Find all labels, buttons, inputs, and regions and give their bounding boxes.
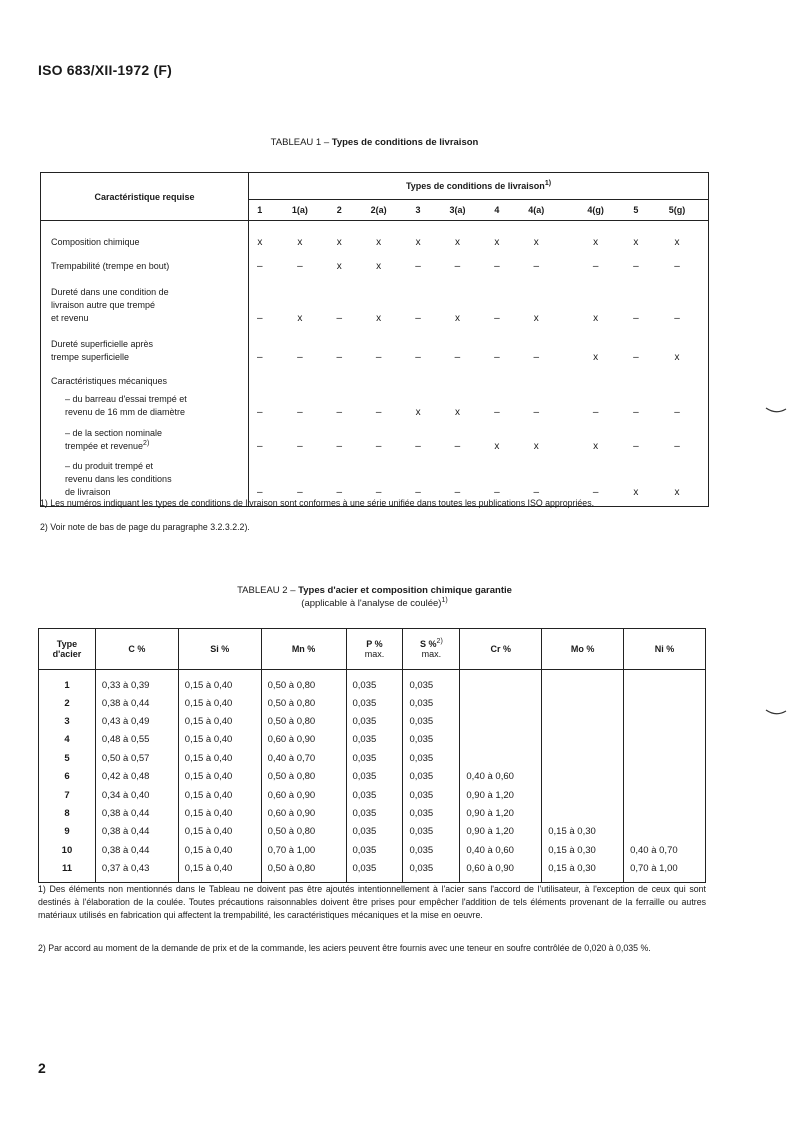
table2-header-s-sub: max. bbox=[421, 649, 442, 659]
table-row bbox=[41, 388, 709, 419]
table2-cell-mn: 0,50 à 0,80 bbox=[261, 712, 346, 730]
table2-header-p-label: P % bbox=[366, 639, 383, 649]
table2-header-cr bbox=[460, 629, 542, 670]
table2-cell-type: 4 bbox=[39, 731, 96, 749]
table1-cell: – bbox=[415, 260, 421, 272]
table1-cell: – bbox=[494, 260, 500, 272]
table2-caption-sub: (applicable à l'analyse de coulée) bbox=[301, 598, 442, 609]
table1-cell: – bbox=[375, 440, 382, 452]
table-row bbox=[41, 221, 709, 249]
table1-cell: – bbox=[415, 312, 421, 324]
table2-cell-c: 0,38 à 0,44 bbox=[95, 823, 178, 841]
table1-cell: x bbox=[454, 406, 460, 418]
table2-note-2: 2) Par accord au moment de la demande de prix et de la commande, les aciers peuvent être fournis avec une teneur en soufre contrôlée de 0,020 à 0,035 %. bbox=[38, 943, 651, 953]
page-number: 2 bbox=[38, 1060, 46, 1076]
table1-cell: – bbox=[336, 440, 343, 452]
table1-cell: x bbox=[593, 440, 599, 452]
table1-cell: – bbox=[415, 487, 421, 498]
table1-cell: – bbox=[375, 406, 382, 418]
table1-cell: – bbox=[533, 351, 540, 363]
table2-cell-mn: 0,50 à 0,80 bbox=[261, 768, 346, 786]
table2-cell-s: 0,035 bbox=[403, 731, 460, 749]
table-row bbox=[39, 694, 706, 712]
table2-header-s-footnote: 2) bbox=[436, 638, 443, 645]
table2-cell-p: 0,035 bbox=[346, 670, 403, 695]
table1-cell: x bbox=[593, 312, 599, 324]
table1-cell: – bbox=[633, 440, 639, 452]
table2-cell-si: 0,15 à 0,40 bbox=[178, 749, 261, 767]
table2-cell-mn: 0,50 à 0,80 bbox=[261, 670, 346, 695]
table2-cell-p: 0,035 bbox=[346, 823, 403, 841]
table1-cell: x bbox=[593, 351, 599, 363]
table2-header-p-sub: max. bbox=[364, 649, 385, 659]
table2-cell-mn: 0,40 à 0,70 bbox=[261, 749, 346, 767]
table2-cell-c: 0,42 à 0,48 bbox=[95, 768, 178, 786]
table2-header-mn-label: Mn % bbox=[291, 644, 316, 654]
table2-cell-p: 0,035 bbox=[346, 712, 403, 730]
table2-cell-c: 0,34 à 0,40 bbox=[95, 786, 178, 804]
table1-row-label: Caractéristiques mécaniques bbox=[41, 364, 249, 388]
table1-cell: – bbox=[633, 312, 639, 324]
table1-col-header: 1(a) bbox=[271, 200, 329, 221]
table1-cell: – bbox=[674, 440, 680, 452]
table1-cell: – bbox=[297, 351, 303, 363]
table2-cell-si: 0,15 à 0,40 bbox=[178, 731, 261, 749]
table2-cell-s: 0,035 bbox=[403, 694, 460, 712]
table1-caption-prefix: TABLEAU 1 – bbox=[270, 137, 332, 148]
table1-cell: x bbox=[257, 236, 263, 248]
table2-cell-mo bbox=[542, 786, 624, 804]
table2-cell-mo bbox=[542, 749, 624, 767]
binding-mark-icon bbox=[765, 406, 787, 416]
table1-col-header: 4(g) bbox=[566, 200, 626, 221]
table2-cell-ni bbox=[624, 823, 706, 841]
table2-cell-ni bbox=[624, 731, 706, 749]
table1-cell: – bbox=[674, 312, 680, 324]
table2-cell-type: 7 bbox=[39, 786, 96, 804]
table1-label-line: et revenu bbox=[51, 312, 89, 323]
table1-label-line: de livraison bbox=[65, 487, 111, 497]
table2-cell-p: 0,035 bbox=[346, 694, 403, 712]
table2-caption-prefix: TABLEAU 2 – bbox=[237, 585, 299, 596]
table2-header-c bbox=[95, 629, 178, 670]
table1-cell: x bbox=[674, 236, 680, 248]
table1-cell: x bbox=[376, 236, 382, 248]
table2-cell-ni bbox=[624, 786, 706, 804]
table1-cell: – bbox=[297, 260, 303, 272]
table-row bbox=[39, 749, 706, 767]
table2-cell-si: 0,15 à 0,40 bbox=[178, 786, 261, 804]
table1-cell: – bbox=[533, 406, 540, 418]
table1 bbox=[40, 172, 709, 507]
table2-header-c-label: C % bbox=[128, 644, 146, 654]
table2-caption bbox=[40, 584, 709, 610]
table2-cell-c: 0,38 à 0,44 bbox=[95, 804, 178, 822]
table2-header-type-line1: Type bbox=[56, 639, 78, 649]
table2-cell-si: 0,15 à 0,40 bbox=[178, 823, 261, 841]
table1-cell: – bbox=[592, 487, 599, 498]
table2-cell-mo bbox=[542, 712, 624, 730]
table-row bbox=[39, 786, 706, 804]
table1-cell: – bbox=[257, 260, 263, 272]
table1-cell: – bbox=[257, 487, 263, 498]
table2-cell-c: 0,38 à 0,44 bbox=[95, 694, 178, 712]
table-row bbox=[39, 670, 706, 695]
table1-label-line: livraison autre que trempé bbox=[51, 299, 156, 310]
table2-cell-c: 0,48 à 0,55 bbox=[95, 731, 178, 749]
table-row bbox=[41, 364, 709, 388]
table1-label-line: Dureté superficielle après bbox=[51, 338, 154, 349]
table1-cell: – bbox=[633, 406, 639, 418]
table-row bbox=[41, 273, 709, 325]
table2-cell-cr: 0,90 à 1,20 bbox=[460, 786, 542, 804]
table1-col-header: 5(g) bbox=[646, 200, 708, 221]
table1-footnote-mark: 2) bbox=[143, 439, 150, 447]
table2-cell-cr: 0,90 à 1,20 bbox=[460, 804, 542, 822]
table1-cell: – bbox=[375, 351, 382, 363]
table1-cell: – bbox=[494, 406, 500, 418]
table2-header-mn bbox=[261, 629, 346, 670]
table1-caption-title: Types de conditions de livraison bbox=[331, 137, 479, 148]
table1-col-header: 2 bbox=[329, 200, 349, 221]
table1-cell: – bbox=[297, 406, 303, 418]
table2-header-ni-label: Ni % bbox=[654, 644, 675, 654]
table2-cell-cr bbox=[460, 670, 542, 695]
table1-cell: x bbox=[415, 406, 421, 418]
table2-cell-mo bbox=[542, 804, 624, 822]
table1-cell: x bbox=[674, 487, 680, 498]
table-row bbox=[39, 731, 706, 749]
table2-header-mo bbox=[542, 629, 624, 670]
table2-cell-cr bbox=[460, 694, 542, 712]
table1-cell: x bbox=[376, 312, 382, 324]
table2-cell-p: 0,035 bbox=[346, 786, 403, 804]
table1-label-line: trempe superficielle bbox=[51, 351, 130, 362]
table-row bbox=[41, 419, 709, 453]
table2-cell-s: 0,035 bbox=[403, 768, 460, 786]
table1-cell: x bbox=[494, 236, 500, 248]
table1-col-header: 4(a) bbox=[507, 200, 565, 221]
table2-cell-mo: 0,15 à 0,30 bbox=[542, 841, 624, 859]
table2-caption-footnote: 1) bbox=[441, 596, 448, 604]
table1-cell: – bbox=[533, 487, 540, 498]
table-row bbox=[39, 823, 706, 841]
table2-cell-type: 5 bbox=[39, 749, 96, 767]
table1-cell: – bbox=[257, 312, 263, 324]
table1-cell: x bbox=[454, 312, 460, 324]
table2-header-s bbox=[403, 629, 460, 670]
table1-cell: – bbox=[336, 406, 343, 418]
table2-cell-type: 11 bbox=[39, 860, 96, 883]
table1-cell: – bbox=[257, 351, 263, 363]
table1-cell: – bbox=[257, 406, 263, 418]
table2-cell-p: 0,035 bbox=[346, 841, 403, 859]
table2-header-type bbox=[39, 629, 96, 670]
table1-cell: – bbox=[297, 440, 303, 452]
table1-cell: – bbox=[494, 351, 500, 363]
table2-cell-type: 9 bbox=[39, 823, 96, 841]
table2-cell-p: 0,035 bbox=[346, 804, 403, 822]
table2-cell-si: 0,15 à 0,40 bbox=[178, 670, 261, 695]
table1-cell: – bbox=[375, 487, 382, 498]
table1-cell: – bbox=[674, 260, 680, 272]
table1-cell: – bbox=[454, 487, 461, 498]
table2-body bbox=[39, 670, 706, 883]
table2-cell-ni bbox=[624, 712, 706, 730]
table1-cell: – bbox=[336, 487, 343, 498]
table1-col-header: 3 bbox=[408, 200, 428, 221]
table2-cell-si: 0,15 à 0,40 bbox=[178, 841, 261, 859]
table2-cell-cr: 0,60 à 0,90 bbox=[460, 860, 542, 883]
table-row bbox=[39, 804, 706, 822]
table2-cell-mn: 0,50 à 0,80 bbox=[261, 694, 346, 712]
table2-cell-s: 0,035 bbox=[403, 786, 460, 804]
table1-row-label bbox=[41, 273, 249, 325]
table1-cell: – bbox=[257, 440, 263, 452]
table1-cell: – bbox=[336, 312, 343, 324]
table-row bbox=[39, 841, 706, 859]
table1-group-header bbox=[249, 173, 709, 200]
table1-label-line: trempée et revenue bbox=[65, 440, 144, 451]
table2-cell-ni: 0,70 à 1,00 bbox=[624, 860, 706, 883]
table2-cell-c: 0,37 à 0,43 bbox=[95, 860, 178, 883]
table1-col-header: 4 bbox=[487, 200, 507, 221]
table2-header-si-label: Si % bbox=[210, 644, 230, 654]
table2-cell-mn: 0,60 à 0,90 bbox=[261, 731, 346, 749]
table2-header-type-line2: d'acier bbox=[52, 649, 82, 659]
table2-cell-si: 0,15 à 0,40 bbox=[178, 768, 261, 786]
table2-cell-ni: 0,40 à 0,70 bbox=[624, 841, 706, 859]
table2-cell-ni bbox=[624, 694, 706, 712]
table2-cell-type: 10 bbox=[39, 841, 96, 859]
table2-cell-mn: 0,50 à 0,80 bbox=[261, 860, 346, 883]
table2-cell-p: 0,035 bbox=[346, 749, 403, 767]
table2-cell-p: 0,035 bbox=[346, 768, 403, 786]
table1-cell: – bbox=[415, 351, 421, 363]
table2-cell-si: 0,15 à 0,40 bbox=[178, 860, 261, 883]
table1-cell: – bbox=[633, 351, 639, 363]
table2-cell-cr bbox=[460, 731, 542, 749]
table2-cell-s: 0,035 bbox=[403, 804, 460, 822]
table2-cell-c: 0,50 à 0,57 bbox=[95, 749, 178, 767]
table1-col-header: 2(a) bbox=[349, 200, 407, 221]
table1-label-line: – de la section nominale bbox=[65, 427, 163, 438]
table1-row-label bbox=[41, 325, 249, 364]
table1-cell: x bbox=[297, 312, 303, 324]
table-row bbox=[41, 249, 709, 273]
table1-cell: – bbox=[454, 440, 461, 452]
table1-label-line: – du produit trempé et bbox=[65, 461, 154, 471]
table1-group-footnote: 1) bbox=[544, 180, 552, 187]
table2-cell-cr: 0,40 à 0,60 bbox=[460, 841, 542, 859]
table2-cell-cr: 0,40 à 0,60 bbox=[460, 768, 542, 786]
table2-cell-si: 0,15 à 0,40 bbox=[178, 694, 261, 712]
table2-cell-mo: 0,15 à 0,30 bbox=[542, 823, 624, 841]
table1-cell: – bbox=[533, 260, 540, 272]
table-row bbox=[39, 860, 706, 883]
table2-cell-mo: 0,15 à 0,30 bbox=[542, 860, 624, 883]
table1-cell: x bbox=[454, 236, 460, 248]
table1-cell: x bbox=[297, 236, 303, 248]
table1-cell: – bbox=[592, 260, 599, 272]
table1-cell: x bbox=[533, 236, 539, 248]
table2-cell-s: 0,035 bbox=[403, 841, 460, 859]
table2-cell-c: 0,43 à 0,49 bbox=[95, 712, 178, 730]
table1-caption bbox=[40, 137, 709, 148]
document-header: ISO 683/XII-1972 (F) bbox=[38, 62, 172, 78]
table2-cell-type: 3 bbox=[39, 712, 96, 730]
table1-cell: – bbox=[592, 406, 599, 418]
table2-cell-c: 0,38 à 0,44 bbox=[95, 841, 178, 859]
table1-col-header: 3(a) bbox=[428, 200, 486, 221]
table2-cell-mn: 0,60 à 0,90 bbox=[261, 804, 346, 822]
table1-label-line: revenu dans les conditions bbox=[65, 474, 172, 484]
table2-caption-title: Types d'acier et composition chimique garantie bbox=[298, 585, 512, 596]
table2-cell-si: 0,15 à 0,40 bbox=[178, 804, 261, 822]
table1-row-label: Trempabilité (trempe en bout) bbox=[41, 249, 249, 273]
table1-cell: – bbox=[494, 312, 500, 324]
table2-cell-ni bbox=[624, 804, 706, 822]
table2-header-ni bbox=[624, 629, 706, 670]
table2-cell-s: 0,035 bbox=[403, 670, 460, 695]
table1-row-label bbox=[41, 388, 249, 419]
table2-cell-s: 0,035 bbox=[403, 860, 460, 883]
table1-label-line: Dureté dans une condition de bbox=[51, 286, 169, 297]
table1-cell: – bbox=[336, 351, 343, 363]
table1-cell: x bbox=[336, 260, 342, 272]
table1-cell: – bbox=[297, 487, 303, 498]
table1-body bbox=[41, 221, 709, 507]
table2-cell-type: 8 bbox=[39, 804, 96, 822]
table1-row-label: Composition chimique bbox=[41, 221, 249, 249]
table2-cell-ni bbox=[624, 670, 706, 695]
table2-cell-s: 0,035 bbox=[403, 749, 460, 767]
table1-col-header: 5 bbox=[626, 200, 646, 221]
table2 bbox=[38, 628, 706, 883]
table2-cell-s: 0,035 bbox=[403, 712, 460, 730]
table2-cell-cr: 0,90 à 1,20 bbox=[460, 823, 542, 841]
table2-cell-si: 0,15 à 0,40 bbox=[178, 712, 261, 730]
table2-header-s-label: S % bbox=[420, 639, 437, 649]
table2-header-mo-label: Mo % bbox=[570, 644, 595, 654]
table2-cell-type: 1 bbox=[39, 670, 96, 695]
table2-cell-c: 0,33 à 0,39 bbox=[95, 670, 178, 695]
table2-cell-mo bbox=[542, 731, 624, 749]
table2-cell-p: 0,035 bbox=[346, 860, 403, 883]
table2-cell-mo bbox=[542, 670, 624, 695]
table1-cell: – bbox=[415, 440, 421, 452]
table1-cell: x bbox=[494, 440, 500, 452]
table2-header-cr-label: Cr % bbox=[490, 644, 512, 654]
table1-cell: x bbox=[633, 487, 639, 498]
table1-group-title: Types de conditions de livraison bbox=[405, 181, 545, 191]
table2-header-si bbox=[178, 629, 261, 670]
table1-cell: x bbox=[593, 236, 599, 248]
table1-label-line: – du barreau d'essai trempé et bbox=[65, 393, 187, 404]
table1-cell: x bbox=[674, 351, 680, 363]
table1-cell: – bbox=[454, 351, 461, 363]
table1-cell: x bbox=[633, 236, 639, 248]
table1-cell: – bbox=[674, 406, 680, 418]
table2-cell-s: 0,035 bbox=[403, 823, 460, 841]
table1-cell: – bbox=[454, 260, 461, 272]
table2-cell-mo bbox=[542, 768, 624, 786]
table2-header-p bbox=[346, 629, 403, 670]
table1-cell: x bbox=[376, 260, 382, 272]
table2-cell-mn: 0,50 à 0,80 bbox=[261, 823, 346, 841]
table-row bbox=[39, 768, 706, 786]
table2-cell-cr bbox=[460, 749, 542, 767]
table2-cell-ni bbox=[624, 749, 706, 767]
table2-cell-type: 6 bbox=[39, 768, 96, 786]
table1-cell: – bbox=[633, 260, 639, 272]
table2-cell-mn: 0,70 à 1,00 bbox=[261, 841, 346, 859]
table1-row-label bbox=[41, 419, 249, 453]
table2-cell-mn: 0,60 à 0,90 bbox=[261, 786, 346, 804]
table1-cell: – bbox=[494, 487, 500, 498]
table1-col-header: 1 bbox=[249, 200, 271, 221]
table1-req-header: Caractéristique requise bbox=[41, 173, 249, 221]
table1-cell: x bbox=[533, 440, 539, 452]
table2-note-1: 1) Des éléments non mentionnés dans le Tableau ne doivent pas être ajoutés intentionnellement à l'acier sans l'accord de l'utilisateur, à l'exception de ceux qui sont destinés à l'élaboration de la coulée. Toutes précautions raisonnables doivent être prises pour empêcher l'addition de tels éléments provenant de la ferraille ou autres matériaux utilisés en fabrication qui affectent la trempabilité, les caractéristiques mécaniques et la mise en oeuvre. bbox=[38, 884, 706, 920]
binding-mark-icon bbox=[765, 708, 787, 718]
table2-cell-type: 2 bbox=[39, 694, 96, 712]
table2-cell-cr bbox=[460, 712, 542, 730]
table1-cell: x bbox=[533, 312, 539, 324]
table1-cell: x bbox=[336, 236, 342, 248]
table1-label-line: revenu de 16 mm de diamètre bbox=[65, 406, 186, 417]
table2-cell-ni bbox=[624, 768, 706, 786]
table-row bbox=[41, 325, 709, 364]
table1-cell: x bbox=[415, 236, 421, 248]
table2-cell-p: 0,035 bbox=[346, 731, 403, 749]
table-row bbox=[39, 712, 706, 730]
table1-note-1: 1) Les numéros indiquant les types de conditions de livraison sont conformes à une série unifiée dans toutes les publications ISO appropriées. bbox=[40, 498, 595, 508]
table1-note-2: 2) Voir note de bas de page du paragraphe 3.2.3.2.2). bbox=[40, 522, 250, 532]
table2-cell-mo bbox=[542, 694, 624, 712]
